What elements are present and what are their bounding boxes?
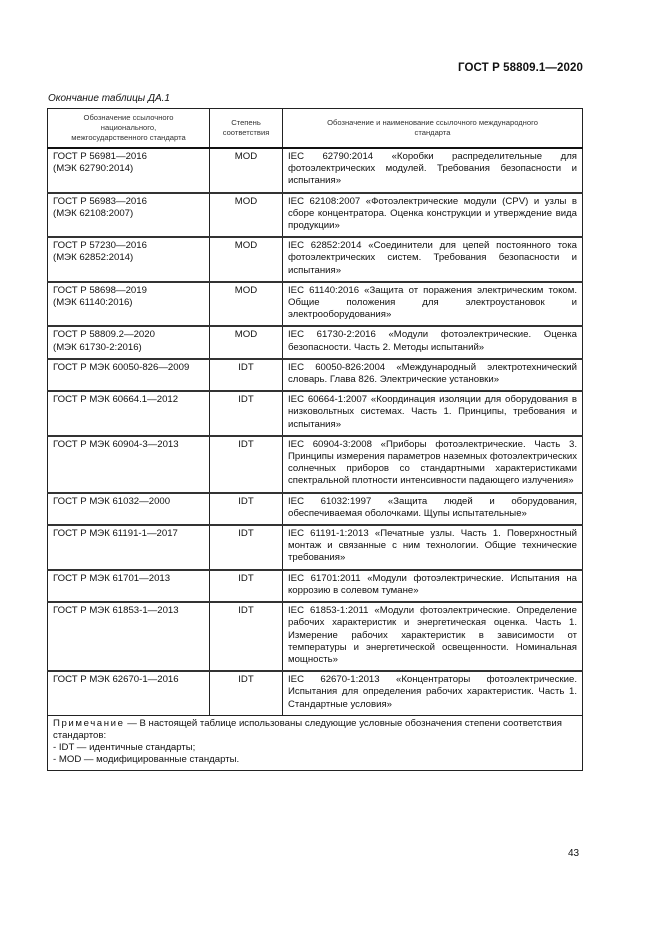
- document-id: ГОСТ Р 58809.1—2020: [458, 62, 583, 74]
- reference-table: [47, 108, 583, 771]
- note-label: Примечание: [53, 717, 125, 729]
- degree-cell: MOD: [210, 193, 283, 238]
- header-degree: Степень соответствия: [210, 109, 283, 149]
- table-row: [48, 326, 583, 358]
- table-row: [48, 282, 583, 327]
- international-standard-cell: IEC 62670-1:2013 «Концентраторы фотоэлектрические. Испытания для определения рабочих характеристик. Часть 1. Стандартные условия»: [283, 671, 583, 715]
- degree-cell: IDT: [210, 570, 283, 602]
- table-row: [48, 493, 583, 525]
- table-row: [48, 148, 583, 193]
- degree-cell: MOD: [210, 282, 283, 327]
- national-standard-cell: ГОСТ Р 58698—2019 (МЭК 61140:2016): [48, 282, 210, 327]
- note-text: — В настоящей таблице использованы следующие условные обозначения степени соответствия стандартов:: [53, 717, 562, 741]
- degree-cell: IDT: [210, 436, 283, 493]
- national-standard-cell: ГОСТ Р МЭК 60904-3—2013: [48, 436, 210, 493]
- international-standard-cell: IEC 61730-2:2016 «Модули фотоэлектрические. Оценка безопасности. Часть 2. Методы испытаний»: [283, 326, 583, 358]
- degree-cell: MOD: [210, 326, 283, 358]
- table-caption: Окончание таблицы ДА.1: [48, 93, 170, 104]
- header-national-standard: Обозначение ссылочного национального, межгосударственного стандарта: [48, 109, 210, 149]
- note-item-mod: - MOD — модифицированные стандарты.: [53, 753, 240, 765]
- degree-cell: IDT: [210, 391, 283, 436]
- international-standard-cell: IEC 60904-3:2008 «Приборы фотоэлектрические. Часть 3. Принципы измерения параметров наземных фотоэлектрических солнечных приборов со стандартными характеристиками спектральной плотности интенсивности падающего излучения»: [283, 436, 583, 493]
- degree-cell: MOD: [210, 237, 283, 282]
- table-row: [48, 671, 583, 715]
- international-standard-cell: IEC 61853-1:2011 «Модули фотоэлектрические. Определение рабочих характеристик и энергетическая оценка. Часть 1. Измерение рабочих характеристик в зависимости от температуры и энергетической освещенности. Номинальная мощность»: [283, 602, 583, 671]
- page-number: 43: [568, 848, 580, 859]
- table-row: [48, 602, 583, 671]
- table-row: [48, 436, 583, 493]
- national-standard-cell: ГОСТ Р 57230—2016 (МЭК 62852:2014): [48, 237, 210, 282]
- national-standard-cell: ГОСТ Р 56981—2016 (МЭК 62790:2014): [48, 148, 210, 193]
- table-note-row: [48, 715, 583, 770]
- national-standard-cell: ГОСТ Р МЭК 61853-1—2013: [48, 602, 210, 671]
- national-standard-cell: ГОСТ Р МЭК 61701—2013: [48, 570, 210, 602]
- degree-cell: IDT: [210, 602, 283, 671]
- table-row: [48, 237, 583, 282]
- degree-cell: IDT: [210, 493, 283, 525]
- international-standard-cell: IEC 61701:2011 «Модули фотоэлектрические. Испытания на коррозию в солевом тумане»: [283, 570, 583, 602]
- international-standard-cell: IEC 61191-1:2013 «Печатные узлы. Часть 1. Поверхностный монтаж и связанные с ним технологии. Общие технические требования»: [283, 525, 583, 570]
- international-standard-cell: IEC 60664-1:2007 «Координация изоляции для оборудования в низковольтных системах. Часть 1. Принципы, требования и испытания»: [283, 391, 583, 436]
- table-row: [48, 391, 583, 436]
- note-item-idt: - IDT — идентичные стандарты;: [53, 741, 196, 753]
- table-row: [48, 193, 583, 238]
- international-standard-cell: IEC 62790:2014 «Коробки распределительные для фотоэлектрических модулей. Требования безопасности и испытания»: [283, 148, 583, 193]
- international-standard-cell: IEC 62852:2014 «Соединители для цепей постоянного тока фотоэлектрических систем. Требования безопасности и испытания»: [283, 237, 583, 282]
- table-row: [48, 525, 583, 570]
- table-row: [48, 570, 583, 602]
- degree-cell: IDT: [210, 359, 283, 391]
- degree-cell: MOD: [210, 148, 283, 193]
- international-standard-cell: IEC 61140:2016 «Защита от поражения электрическим током. Общие положения для электроустановок и электрооборудования»: [283, 282, 583, 327]
- degree-cell: IDT: [210, 671, 283, 715]
- degree-cell: IDT: [210, 525, 283, 570]
- international-standard-cell: IEC 62108:2007 «Фотоэлектрические модули (CPV) и узлы в сборе концентратора. Оценка конструкции и утверждение вида продукции»: [283, 193, 583, 238]
- national-standard-cell: ГОСТ Р МЭК 60664.1—2012: [48, 391, 210, 436]
- header-international-standard: Обозначение и наименование ссылочного международного стандарта: [283, 109, 583, 149]
- table-note: [48, 715, 583, 770]
- table-header-row: [48, 109, 583, 149]
- national-standard-cell: ГОСТ Р МЭК 61191-1—2017: [48, 525, 210, 570]
- national-standard-cell: ГОСТ Р 56983—2016 (МЭК 62108:2007): [48, 193, 210, 238]
- national-standard-cell: ГОСТ Р МЭК 61032—2000: [48, 493, 210, 525]
- international-standard-cell: IEC 61032:1997 «Защита людей и оборудования, обеспечиваемая оболочками. Щупы испытательные»: [283, 493, 583, 525]
- international-standard-cell: IEC 60050-826:2004 «Международный электротехнический словарь. Глава 826. Электрические установки»: [283, 359, 583, 391]
- national-standard-cell: ГОСТ Р 58809.2—2020 (МЭК 61730-2:2016): [48, 326, 210, 358]
- national-standard-cell: ГОСТ Р МЭК 60050-826—2009: [48, 359, 210, 391]
- national-standard-cell: ГОСТ Р МЭК 62670-1—2016: [48, 671, 210, 715]
- table-row: [48, 359, 583, 391]
